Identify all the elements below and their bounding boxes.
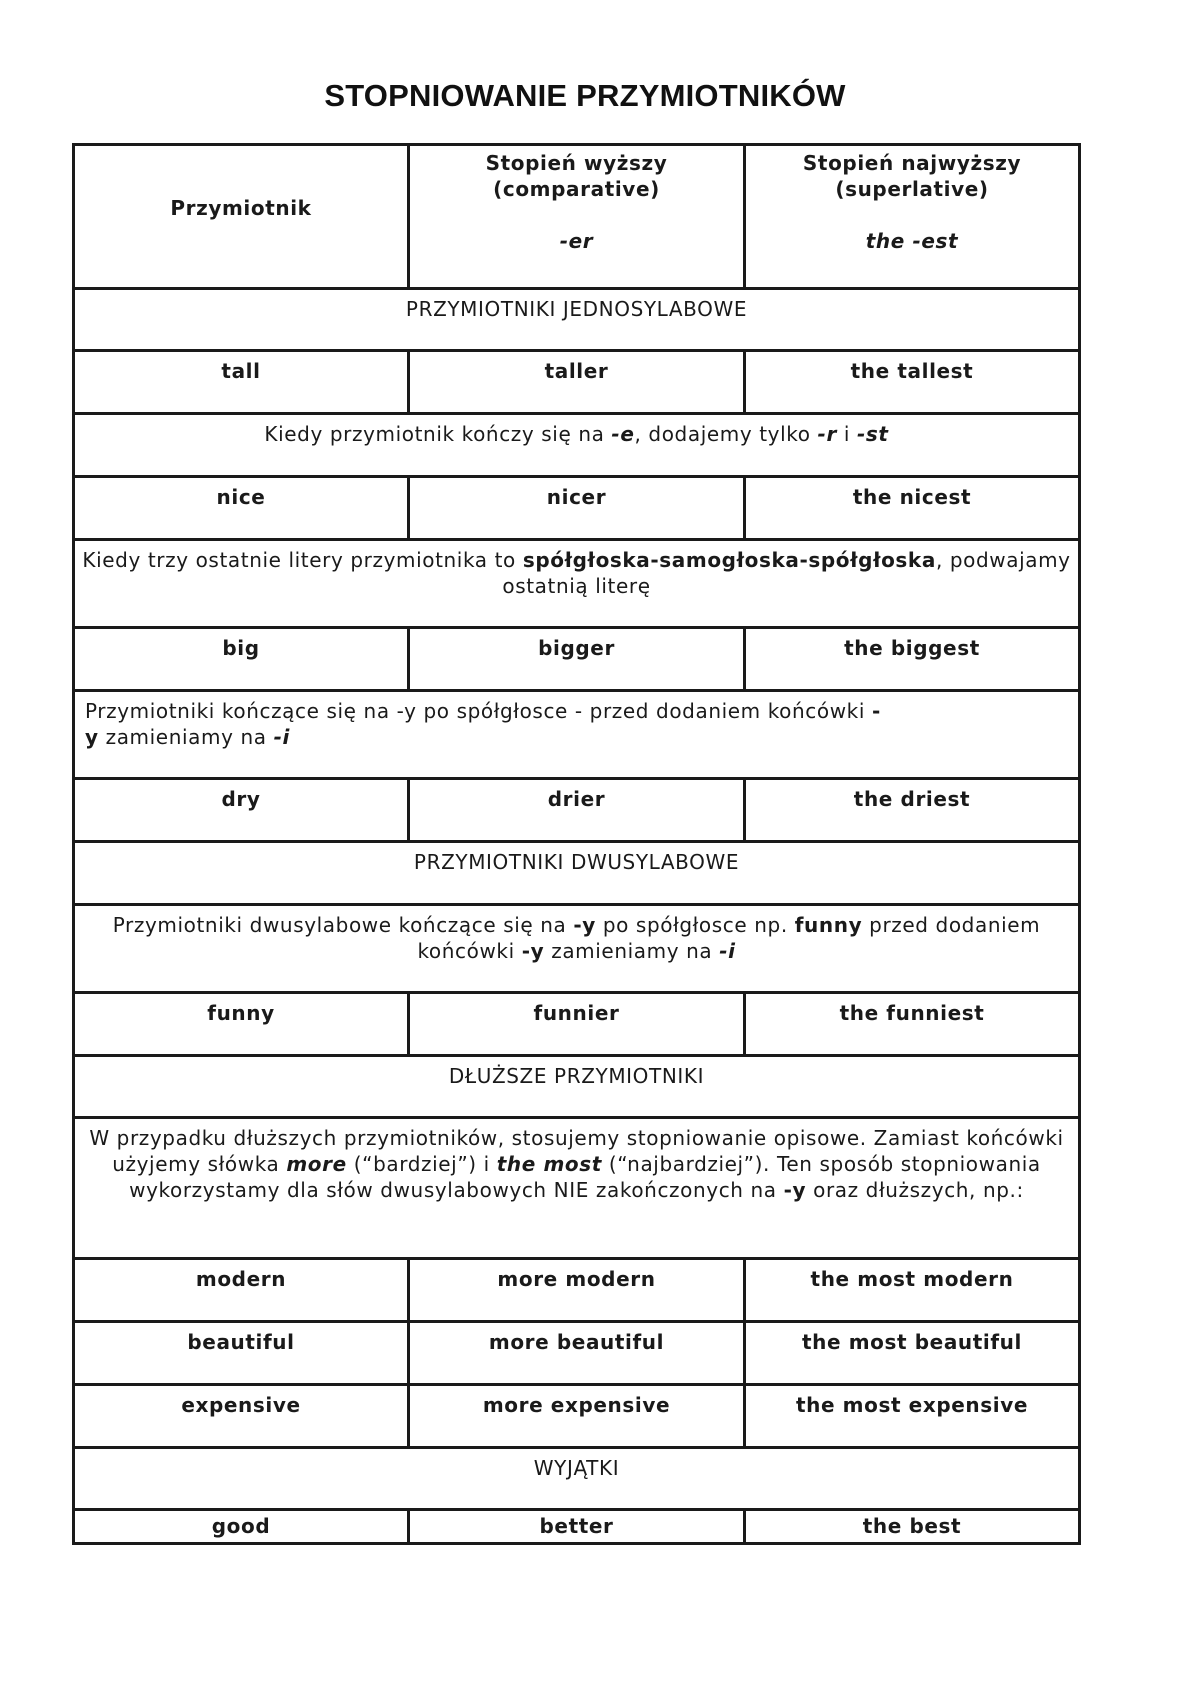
note-emphasis: spółgłoska-samogłoska-spółgłoska (522, 548, 936, 572)
cell-comparative: bigger (409, 628, 745, 691)
note-longer-rule (74, 1118, 1080, 1259)
section-row (74, 1056, 1080, 1118)
table-row (74, 1322, 1080, 1385)
note-text: oraz dłuższych, np.: (806, 1178, 1024, 1202)
note-text: po spółgłosce np. (595, 913, 795, 937)
note-row (74, 414, 1080, 477)
header-superlative (745, 145, 1080, 289)
note-row (74, 540, 1080, 628)
table-row (74, 477, 1080, 540)
note-text: Przymiotniki kończące się na -y po spółgłosce - przed dodaniem końcówki (85, 699, 872, 723)
table-row (74, 628, 1080, 691)
cell-positive: expensive (74, 1385, 409, 1448)
header-superlative-subtitle: (superlative) (835, 177, 989, 201)
note-emphasis: -y (573, 913, 596, 937)
cell-superlative: the most modern (745, 1259, 1080, 1322)
note-two-syllable-y-rule (74, 905, 1080, 993)
cell-positive: nice (74, 477, 409, 540)
note-emphasis: y (85, 725, 99, 749)
cell-comparative: more beautiful (409, 1322, 745, 1385)
cell-comparative: more expensive (409, 1385, 745, 1448)
section-longer: DŁUŻSZE PRZYMIOTNIKI (74, 1056, 1080, 1118)
cell-comparative: more modern (409, 1259, 745, 1322)
table-row (74, 1259, 1080, 1322)
note-emphasis: the most (496, 1152, 602, 1176)
table-row (74, 779, 1080, 842)
note-cvc-rule (74, 540, 1080, 628)
note-emphasis: -y (521, 939, 545, 963)
note-row (74, 1118, 1080, 1259)
table-row (74, 1510, 1080, 1544)
cell-superlative: the tallest (745, 351, 1080, 414)
cell-comparative: funnier (409, 993, 745, 1056)
cell-positive: funny (74, 993, 409, 1056)
note-text: W przypadku dłuższych przymiotników, stosujemy stopniowanie opisowe. Zamiast końcówki użyjemy słówka (89, 1126, 1064, 1176)
note-emphasis: funny (794, 913, 863, 937)
note-text: , podwajamy ostatnią literę (502, 548, 1071, 598)
cell-positive: tall (74, 351, 409, 414)
header-adjective: Przymiotnik (74, 145, 409, 289)
note-emphasis: -i (273, 725, 290, 749)
section-two-syllable: PRZYMIOTNIKI DWUSYLABOWE (74, 842, 1080, 905)
cell-comparative: better (409, 1510, 745, 1544)
note-text: (“najbardziej”). Ten sposób stopniowania wykorzystamy dla słów dwusylabowych NIE zakończonych na (129, 1152, 1041, 1202)
table-row (74, 351, 1080, 414)
cell-positive: good (74, 1510, 409, 1544)
section-row (74, 289, 1080, 351)
cell-superlative: the most beautiful (745, 1322, 1080, 1385)
cell-positive: big (74, 628, 409, 691)
header-superlative-title: Stopień najwyższy (802, 151, 1022, 175)
cell-comparative: drier (409, 779, 745, 842)
note-emphasis: -r (817, 422, 837, 446)
cell-superlative: the best (745, 1510, 1080, 1544)
comparison-table (72, 143, 1081, 1545)
note-text: Kiedy przymiotnik kończy się na (264, 422, 612, 446)
header-superlative-suffix: the -est (865, 229, 959, 253)
cell-positive: modern (74, 1259, 409, 1322)
note-text: zamieniamy na (98, 725, 274, 749)
header-comparative-suffix: -er (559, 229, 594, 253)
cell-superlative: the driest (745, 779, 1080, 842)
section-one-syllable: PRZYMIOTNIKI JEDNOSYLABOWE (74, 289, 1080, 351)
table-row (74, 993, 1080, 1056)
note-text: (“bardziej”) i (346, 1152, 497, 1176)
note-e-rule (74, 414, 1080, 477)
note-emphasis: -e (611, 422, 635, 446)
note-text: przed dodaniem końcówki (417, 913, 1041, 963)
note-text: Przymiotniki dwusylabowe kończące się na (112, 913, 574, 937)
document-title: STOPNIOWANIE PRZYMIOTNIKÓW (324, 78, 846, 113)
note-emphasis: more (286, 1152, 347, 1176)
cell-superlative: the funniest (745, 993, 1080, 1056)
cell-positive: beautiful (74, 1322, 409, 1385)
section-exceptions: WYJĄTKI (74, 1448, 1080, 1510)
table-header-row (74, 145, 1080, 289)
table-row (74, 1385, 1080, 1448)
cell-positive: dry (74, 779, 409, 842)
cell-comparative: taller (409, 351, 745, 414)
header-comparative-subtitle: (comparative) (493, 177, 660, 201)
cell-superlative: the biggest (745, 628, 1080, 691)
note-text: zamieniamy na (544, 939, 720, 963)
note-text: , dodajemy tylko (634, 422, 818, 446)
note-emphasis: -st (857, 422, 889, 446)
note-row (74, 691, 1080, 779)
note-emphasis: - (871, 699, 881, 723)
cell-superlative: the nicest (745, 477, 1080, 540)
cell-superlative: the most expensive (745, 1385, 1080, 1448)
note-y-rule (74, 691, 1080, 779)
note-emphasis: -y (783, 1178, 807, 1202)
header-comparative (409, 145, 745, 289)
header-comparative-title: Stopień wyższy (485, 151, 668, 175)
section-row (74, 842, 1080, 905)
note-text: i (836, 422, 857, 446)
note-row (74, 905, 1080, 993)
note-emphasis: -i (719, 939, 736, 963)
note-text: Kiedy trzy ostatnie litery przymiotnika to (82, 548, 523, 572)
section-row (74, 1448, 1080, 1510)
cell-comparative: nicer (409, 477, 745, 540)
